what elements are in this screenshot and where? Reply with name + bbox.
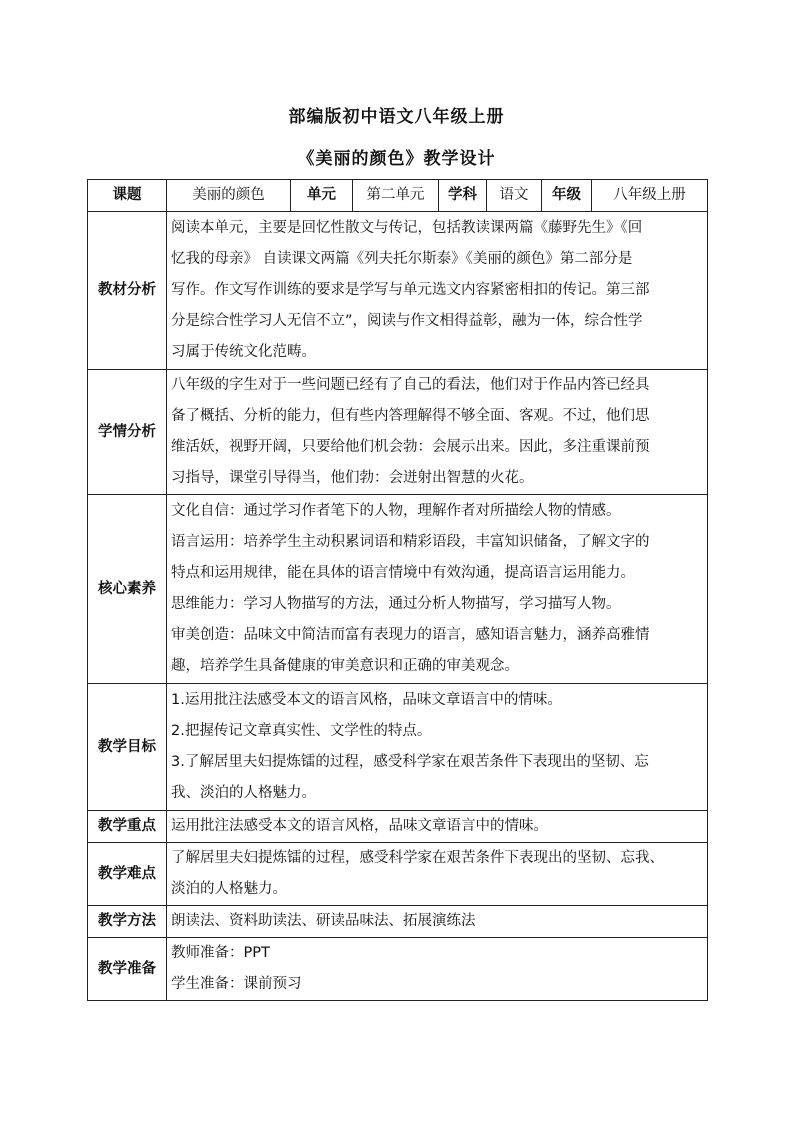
material-analysis-row: [88, 212, 708, 370]
preparation-label: 教学准备: [88, 938, 167, 1001]
text-line: 写作。作文写作训练的要求是学写与单元选文内容紧密相扣的传记。第三部: [171, 282, 650, 298]
text-line: 思维能力：学习人物描写的方法，通过分析人物描写，学习描写人物。: [171, 596, 621, 612]
text-line: 维活妖，视野开阔，只要给他们机会勃：会展示出来。因此，多注重课前预: [171, 439, 650, 455]
lesson-plan-table: [87, 179, 708, 1001]
learner-analysis-label: 学情分析: [88, 370, 167, 495]
objectives-label: 教学目标: [88, 684, 167, 811]
subject-label: 学科: [439, 180, 487, 212]
difficulty-content: [167, 843, 708, 906]
core-literacy-content: [167, 495, 708, 684]
grade-label: 年级: [542, 180, 592, 212]
core-literacy-label: 核心素养: [88, 495, 167, 684]
methods-content: [167, 906, 708, 938]
text-line: 运用批注法感受本文的语言风格，品味文章语言中的情味。: [171, 818, 548, 834]
methods-row: [88, 906, 708, 938]
objectives-content: [167, 684, 708, 811]
key-point-content: [167, 811, 708, 843]
text-line: 文化自信：通过学习作者笔下的人物，理解作者对所描绘人物的情感。: [171, 503, 621, 519]
unit-value: 第二单元: [353, 180, 439, 212]
header-row: [88, 180, 708, 212]
document-title: 部编版初中语文八年级上册: [288, 107, 505, 127]
learner-analysis-row: [88, 370, 708, 495]
text-line: 教师准备：PPT: [171, 945, 270, 961]
text-line: 了解居里夫妇提炼镭的过程，感受科学家在艰苦条件下表现出的坚韧、忘我、: [171, 850, 664, 866]
core-literacy-row: [88, 495, 708, 684]
text-line: 1.运用批注法感受本文的语言风格，品味文章语言中的情味。: [171, 692, 562, 708]
text-line: 2.把握传记文章真实性、文学性的特点。: [171, 723, 432, 739]
preparation-content: [167, 938, 708, 1001]
text-line: 阅读本单元，主要是回忆性散文与传记，包括教读课两篇《藤野先生》《回: [171, 220, 643, 236]
topic-label: 课题: [88, 180, 167, 212]
text-line: 审美创造：品味文中简洁而富有表现力的语言，感知语言魅力，涵养高雅情: [171, 627, 650, 643]
material-analysis-label: 教材分析: [88, 212, 167, 370]
text-line: 趣，培养学生具备健康的审美意识和正确的审美观念。: [171, 658, 519, 674]
text-line: 备了概括、分析的能力，但有些内答理解得不够全面、客观。不过，他们思: [171, 408, 650, 424]
text-line: 忆我的母亲》 自读课文两篇《列夫托尔斯泰》《美丽的颜色》第二部分是: [171, 251, 633, 267]
text-line: 我、淡泊的人格魅力。: [171, 785, 316, 801]
subject-value: 语文: [487, 180, 542, 212]
grade-value: 八年级上册: [592, 180, 708, 212]
lesson-title: 《美丽的颜色》教学设计: [297, 149, 496, 169]
difficulty-row: [88, 843, 708, 906]
preparation-row: [88, 938, 708, 1001]
text-line: 特点和运用规律，能在具体的语言情境中有效沟通，提高语言运用能力。: [171, 565, 635, 581]
topic-value: 美丽的颜色: [167, 180, 291, 212]
methods-label: 教学方法: [88, 906, 167, 938]
text-line: 习属于传统文化范畴。: [171, 344, 316, 360]
key-point-label: 教学重点: [88, 811, 167, 843]
learner-analysis-content: [167, 370, 708, 495]
material-analysis-content: [167, 212, 708, 370]
text-line: 3.了解居里夫妇提炼镭的过程，感受科学家在艰苦条件下表现出的坚韧、忘: [171, 754, 649, 770]
text-line: 学生准备：课前预习: [171, 976, 302, 992]
text-line: 语言运用：培养学生主动积累词语和精彩语段，丰富知识储备，了解文字的: [171, 534, 650, 550]
text-line: 习指导，课堂引导得当，他们勃：会迸射出智慧的火花。: [171, 470, 534, 486]
text-line: 分是综合性学习人无信不立”，阅读与作文相得益彰，融为一体，综合性学: [171, 313, 643, 329]
unit-label: 单元: [291, 180, 353, 212]
text-line: 朗读法、资料助读法、研读品味法、拓展演练法: [171, 913, 476, 929]
text-line: 淡泊的人格魅力。: [171, 881, 287, 897]
key-point-row: [88, 811, 708, 843]
objectives-row: [88, 684, 708, 811]
text-line: 八年级的字生对于一些问题已经有了自己的看法，他们对于作品内答已经具: [171, 377, 650, 393]
difficulty-label: 教学难点: [88, 843, 167, 906]
